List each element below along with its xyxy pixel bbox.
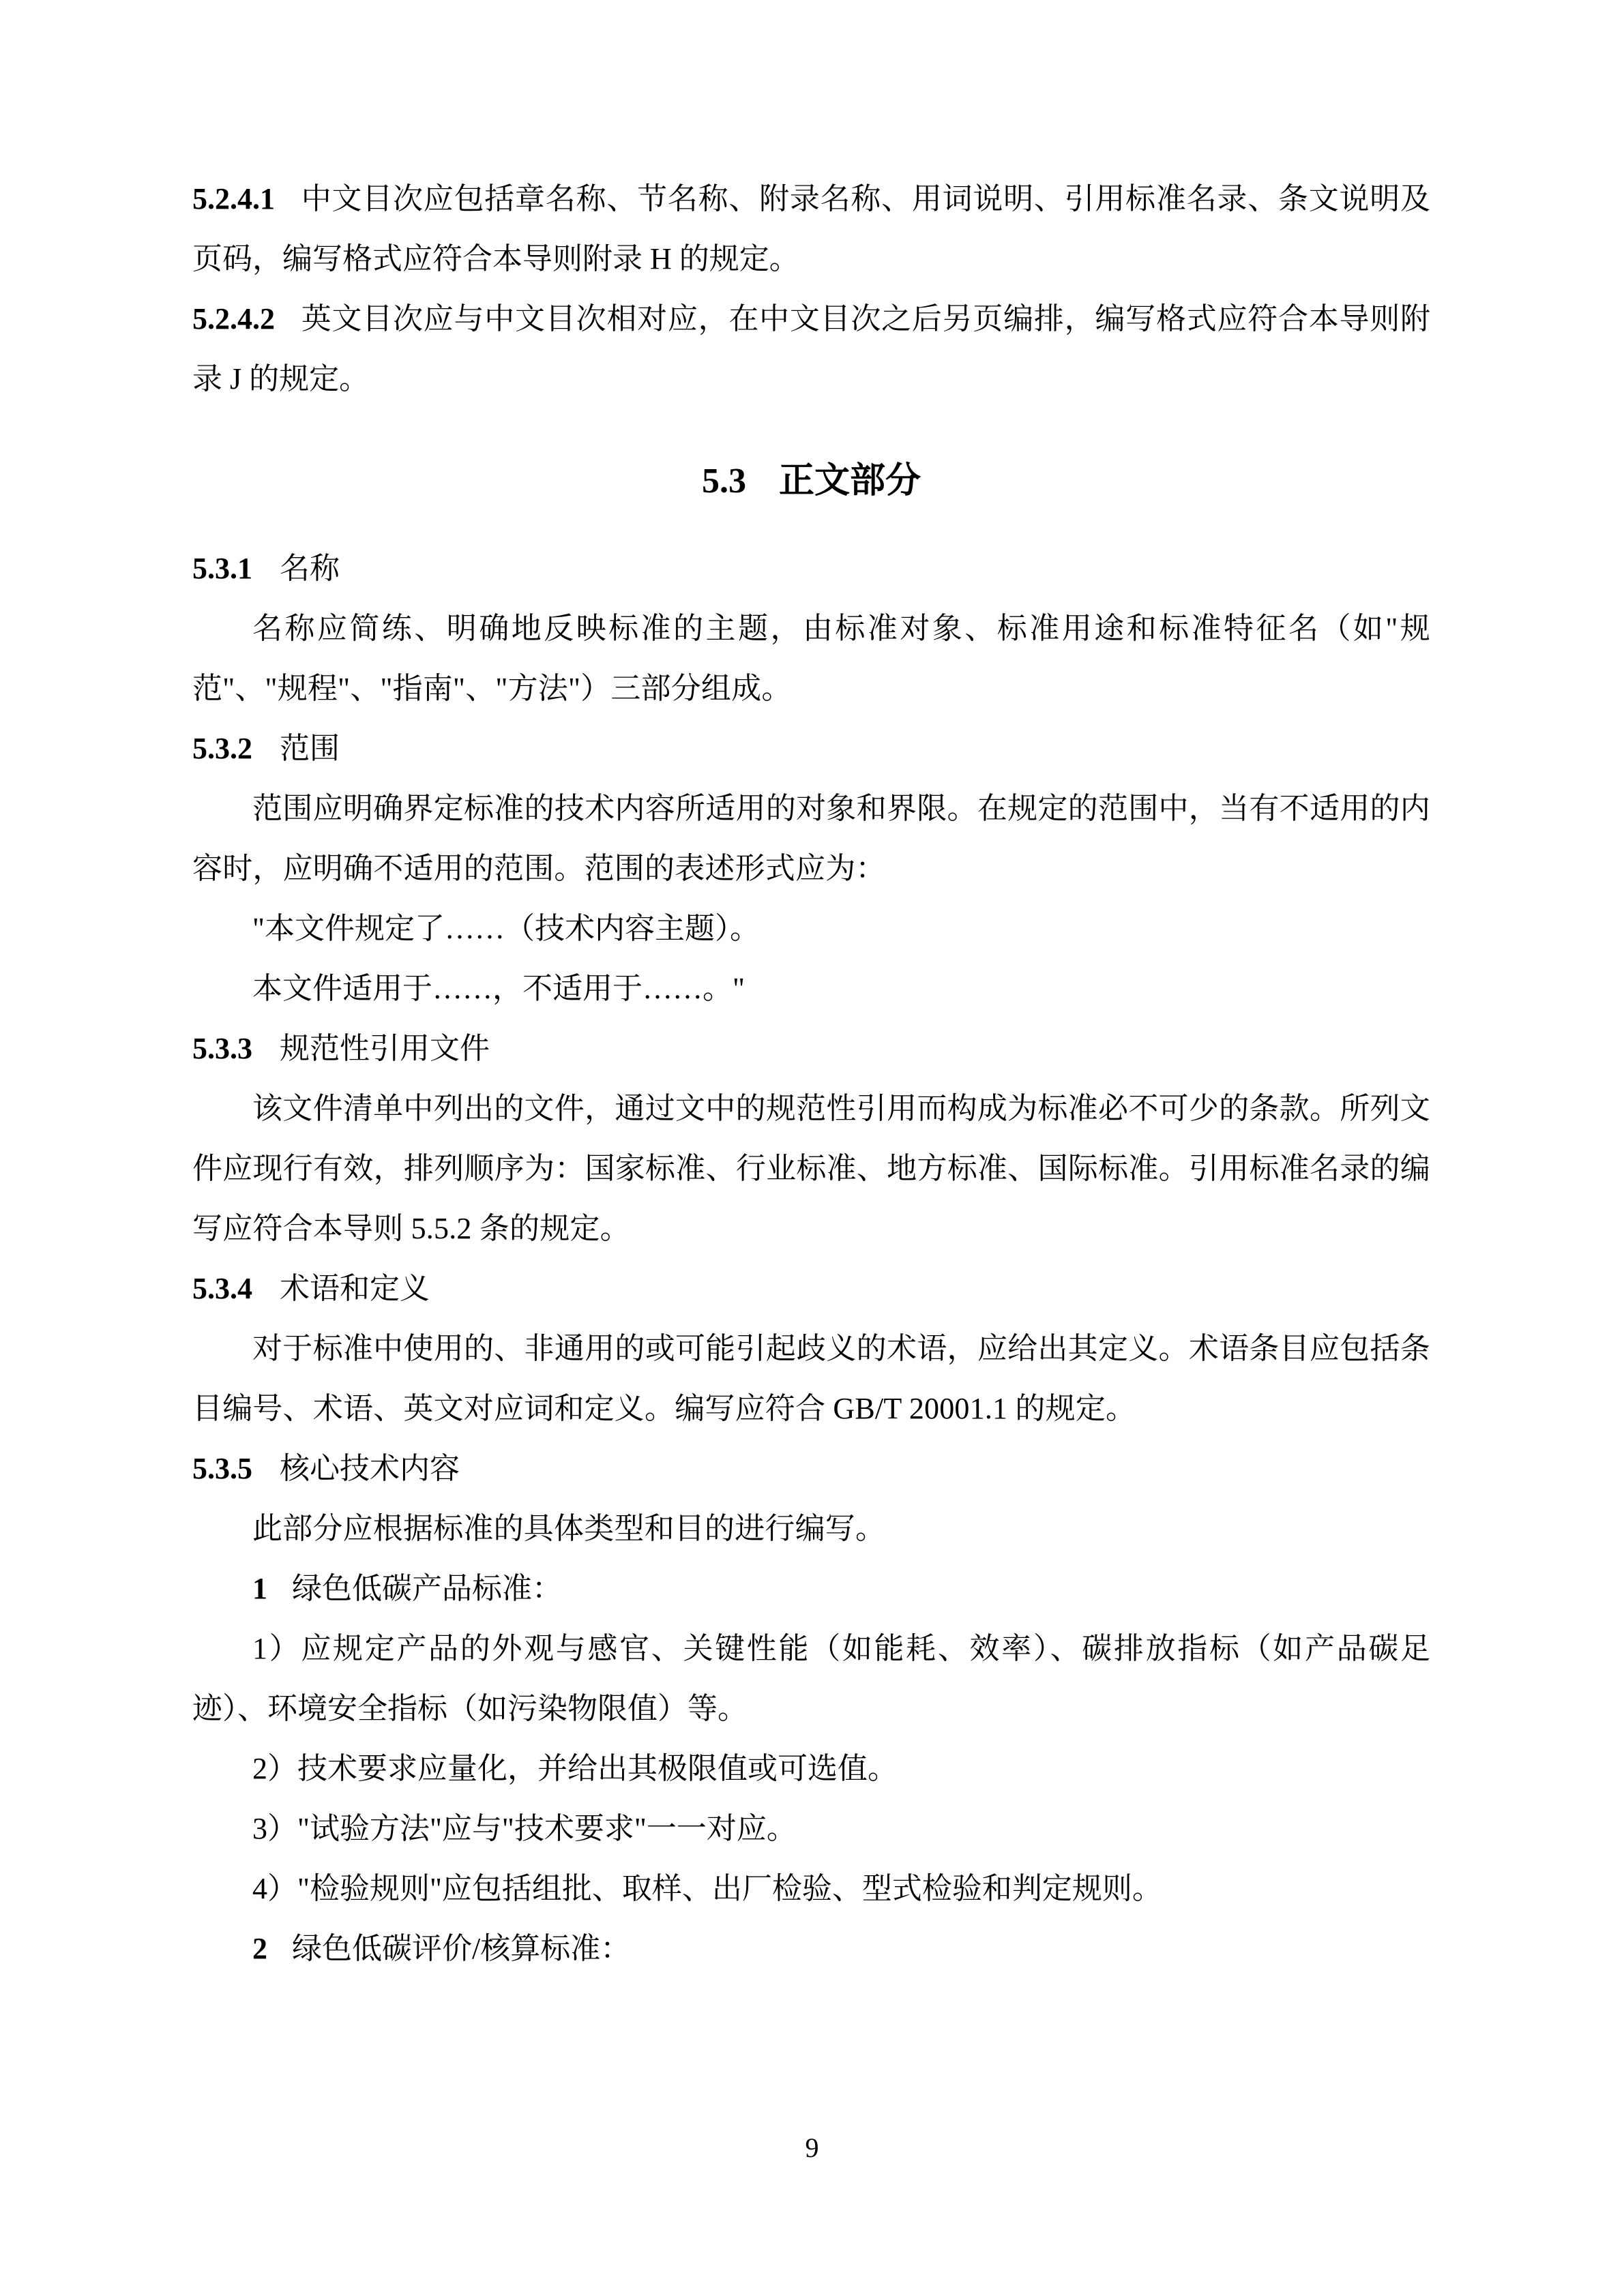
spacer-block: [192, 409, 1430, 451]
page-number: 9: [805, 2132, 819, 2163]
subhead-number: 5.3.4: [192, 1272, 252, 1305]
page-content: [192, 169, 1430, 1979]
body-paragraph: 对于标准中使用的、非通用的或可能引起歧义的术语，应给出其定义。术语条目应包括条目编号、术语、英文对应词和定义。编写应符合 GB/T 20001.1 的规定。: [192, 1332, 1430, 1425]
list-marker: 1: [252, 1572, 267, 1605]
body-paragraph: 该文件清单中列出的文件，通过文中的规范性引用而构成为标准必不可少的条款。所列文件应现行有效，排列顺序为：国家标准、行业标准、地方标准、国际标准。引用标准名录的编写应符合本导则 5.5.2 条的规定。: [192, 1092, 1430, 1245]
subhead-title: 规范性引用文件: [280, 1032, 490, 1065]
subhead-5-3-3: [192, 1019, 1430, 1079]
subhead-5-3-2: [192, 719, 1430, 779]
sample-line: "本文件规定了……（技术内容主题）。: [252, 912, 760, 945]
list-marker: 2: [252, 1932, 267, 1965]
subhead-number: 5.3.5: [192, 1452, 252, 1485]
list-item: 1）应规定产品的外观与感官、关键性能（如能耗、效率）、碳排放指标（如产品碳足迹）、环境安全指标（如污染物限值）等。: [192, 1632, 1430, 1725]
subhead-title: 术语和定义: [280, 1272, 430, 1305]
body-paragraph: 名称应简练、明确地反映标准的主题，由标准对象、标准用途和标准特征名（如"规范"、"规程"、"指南"、"方法"）三部分组成。: [192, 612, 1430, 705]
subhead-5-3-5: [192, 1439, 1430, 1499]
numbered-list-heading-1: [192, 1559, 1430, 1619]
clause-text: 中文目次应包括章名称、节名称、附录名称、用词说明、引用标准名录、条文说明及页码，编写格式应符合本导则附录 H 的规定。: [192, 182, 1430, 275]
list-item: 2）技术要求应量化，并给出其极限值或可选值。: [252, 1752, 898, 1785]
clause-number: 5.2.4.2: [192, 302, 275, 336]
subhead-5-3-4: [192, 1259, 1430, 1319]
section-number: 5.3: [701, 462, 746, 501]
clause-5-2-4-1: [192, 169, 1430, 289]
subhead-number: 5.3.1: [192, 552, 252, 585]
clause-number: 5.2.4.1: [192, 182, 275, 215]
section-heading-5-3: [192, 451, 1430, 511]
list-title: 绿色低碳评价/核算标准：: [292, 1932, 631, 1965]
clause-5-2-4-2: [192, 289, 1430, 409]
sample-line: 本文件适用于……，不适用于……。": [252, 972, 745, 1005]
body-paragraph: 此部分应根据标准的具体类型和目的进行编写。: [252, 1512, 886, 1545]
spacer-block: [192, 511, 1430, 539]
body-paragraph: 范围应明确界定标准的技术内容所适用的对象和界限。在规定的范围中，当有不适用的内容时，应明确不适用的范围。范围的表述形式应为：: [192, 792, 1430, 885]
list-item: 4）"检验规则"应包括组批、取样、出厂检验、型式检验和判定规则。: [252, 1872, 1162, 1905]
section-title: 正文部分: [778, 462, 921, 501]
subhead-title: 核心技术内容: [280, 1452, 460, 1485]
subhead-number: 5.3.3: [192, 1032, 252, 1065]
subhead-number: 5.3.2: [192, 732, 252, 765]
clause-text: 英文目次应与中文目次相对应，在中文目次之后另页编排，编写格式应符合本导则附录 J 的规定。: [192, 302, 1430, 396]
subhead-title: 名称: [280, 552, 340, 585]
numbered-list-heading-2: [192, 1919, 1430, 1979]
subhead-title: 范围: [280, 732, 340, 765]
subhead-5-3-1: [192, 539, 1430, 599]
list-title: 绿色低碳产品标准：: [292, 1572, 562, 1605]
list-item: 3）"试验方法"应与"技术要求"一一对应。: [252, 1812, 797, 1845]
